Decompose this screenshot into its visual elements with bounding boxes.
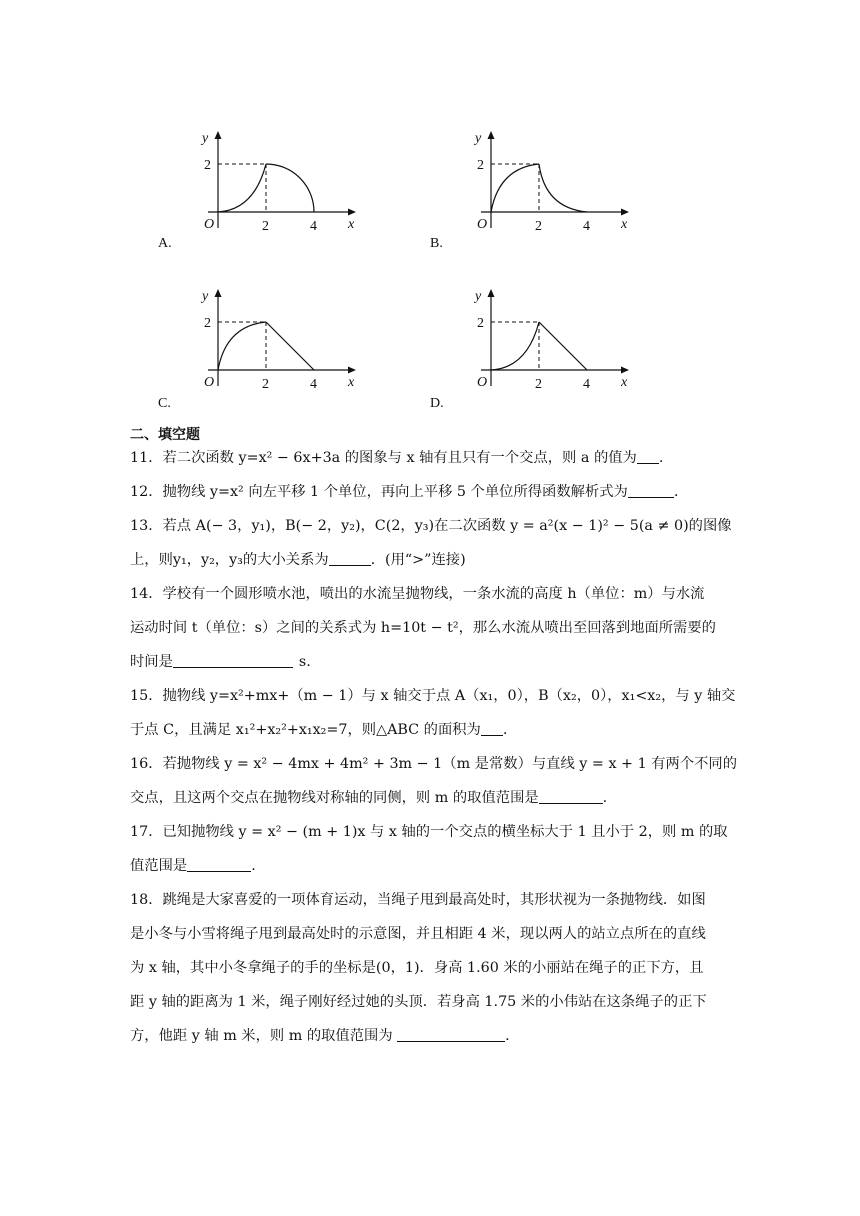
q18-line3: 为 x 轴，其中小冬拿绳子的手的坐标是(0，1)．身高 1.60 米的小丽站在绳子的正下方，且 xyxy=(130,960,704,976)
answer-blank[interactable] xyxy=(628,483,674,498)
answer-blank[interactable] xyxy=(539,789,603,804)
origin-label: O xyxy=(204,375,215,390)
section-title: 二、填空题 xyxy=(130,427,200,443)
origin-label: O xyxy=(204,217,215,232)
x-tick-label: 2 xyxy=(535,219,542,234)
q14-line1: 14．学校有一个圆形喷水池，喷出的水流呈抛物线，一条水流的高度 h（单位：m）与水流 xyxy=(130,586,705,602)
y-tick-label: 2 xyxy=(204,158,211,173)
question-14: 14．学校有一个圆形喷水池，喷出的水流呈抛物线，一条水流的高度 h（单位：m）与水流 运动时间 t（单位：s）之间的关系式为 h=10t − t²，那么水流从喷出至回落到地面所需要的 时间是 s. xyxy=(130,584,730,672)
question-15: 15．抛物线 y=x²+mx+（m − 1）与 x 轴交于点 A（x₁，0），B（x₂，0），x₁<x₂，与 y 轴交 于点 C，且满足 x₁²+x₂²+x₁x₂=7，则△ABC 的面积为 . xyxy=(130,688,736,738)
x-axis-label: x xyxy=(348,375,355,390)
answer-blank[interactable] xyxy=(187,857,251,872)
y-tick-label: 2 xyxy=(477,316,484,331)
option-label-b: B. xyxy=(430,236,443,251)
answer-blank[interactable] xyxy=(173,653,293,668)
question-12: 12．抛物线 y=x² 向左平移 1 个单位，再向上平移 5 个单位所得函数解析式为 . xyxy=(130,484,679,500)
x-axis-label: x xyxy=(348,217,355,232)
answer-blank[interactable] xyxy=(329,551,371,566)
question-17: 17．已知抛物线 y = x² − (m + 1)x 与 x 轴的一个交点的横坐标大于 1 且小于 2，则 m 的取 值范围是 . xyxy=(130,822,730,876)
x-tick-label: 4 xyxy=(583,219,590,234)
x-axis-label: x xyxy=(621,217,628,232)
x-tick-label: 2 xyxy=(535,377,542,392)
answer-blank[interactable] xyxy=(637,449,659,464)
graph-option-c xyxy=(190,286,370,396)
y-axis-label: y xyxy=(202,131,209,146)
y-axis-label: y xyxy=(202,289,209,304)
q17-line1: 17．已知抛物线 y = x² − (m + 1)x 与 x 轴的一个交点的横坐标大于 1 且小于 2，则 m 的取 xyxy=(130,824,728,840)
q14-line2: 运动时间 t（单位：s）之间的关系式为 h=10t − t²，那么水流从喷出至回落到地面所需要的 xyxy=(130,620,716,636)
graph-option-a xyxy=(190,128,370,238)
origin-label: O xyxy=(477,375,488,390)
x-tick-label: 2 xyxy=(262,219,269,234)
question-18: 18．跳绳是大家喜爱的一项体育运动，当绳子甩到最高处时，其形状视为一条抛物线．如图 是小冬与小雪将绳子甩到最高处时的示意图，并且相距 4 米，现以两人的站立点所在的直线 为 x 轴，其中小冬拿绳子的手的坐标是(0，1)．身高 1.60 米的小丽站在绳子的正下方，且 距 y 轴的距离为 1 米，绳子刚好经过她的头顶．若身高 1.75 米的小伟站在这条绳子的正下 方，他距 y 轴 m 米，则 m 的取值范围为 . xyxy=(130,890,730,1046)
question-16: 16．若抛物线 y = x² − 4mx + 4m² + 3m − 1（m 是常数）与直线 y = x + 1 有两个不同的 交点，且这两个交点在抛物线对称轴的同侧，则 m 的取值范围是 . xyxy=(130,756,738,806)
y-axis-label: y xyxy=(475,289,482,304)
x-tick-label: 2 xyxy=(262,377,269,392)
x-tick-label: 4 xyxy=(583,377,590,392)
q16-line1: 16．若抛物线 y = x² − 4mx + 4m² + 3m − 1（m 是常数）与直线 y = x + 1 有两个不同的 xyxy=(130,756,738,772)
x-axis-label: x xyxy=(621,375,628,390)
question-11: 11．若二次函数 y=x² − 6x+3a 的图象与 x 轴有且只有一个交点，则 a 的值为 . xyxy=(130,450,664,466)
origin-label: O xyxy=(477,217,488,232)
answer-blank[interactable] xyxy=(481,721,503,736)
q18-line4: 距 y 轴的距离为 1 米，绳子刚好经过她的头顶．若身高 1.75 米的小伟站在这条绳子的正下 xyxy=(130,994,707,1010)
graph-option-d xyxy=(463,286,643,396)
question-13: 13．若点 A(− 3，y₁)，B(− 2，y₂)，C(2，y₃)在二次函数 y = a²(x − 1)² − 5(a ≠ 0)的图像 上，则y₁，y₂，y₃的大小关系为 ．(用“>”连接) xyxy=(130,518,732,568)
y-axis-label: y xyxy=(475,131,482,146)
y-tick-label: 2 xyxy=(477,158,484,173)
q18-line1: 18．跳绳是大家喜爱的一项体育运动，当绳子甩到最高处时，其形状视为一条抛物线．如图 xyxy=(130,892,706,908)
x-tick-label: 4 xyxy=(310,377,317,392)
option-label-a: A. xyxy=(158,236,172,251)
q11-text: 11．若二次函数 y=x² − 6x+3a 的图象与 x 轴有且只有一个交点，则 a 的值为 xyxy=(130,450,637,466)
q15-line1: 15．抛物线 y=x²+mx+（m − 1）与 x 轴交于点 A（x₁，0），B（x₂，0），x₁<x₂，与 y 轴交 xyxy=(130,688,736,704)
x-tick-label: 4 xyxy=(310,219,317,234)
option-label-d: D. xyxy=(430,396,444,411)
option-label-c: C. xyxy=(158,396,171,411)
q13-line1: 13．若点 A(− 3，y₁)，B(− 2，y₂)，C(2，y₃)在二次函数 y = a²(x − 1)² − 5(a ≠ 0)的图像 xyxy=(130,518,732,534)
q12-text: 12．抛物线 y=x² 向左平移 1 个单位，再向上平移 5 个单位所得函数解析式为 xyxy=(130,484,628,500)
y-tick-label: 2 xyxy=(204,316,211,331)
answer-blank[interactable] xyxy=(397,1027,505,1042)
graph-option-b xyxy=(463,128,643,238)
q18-line2: 是小冬与小雪将绳子甩到最高处时的示意图，并且相距 4 米，现以两人的站立点所在的直线 xyxy=(130,926,706,942)
